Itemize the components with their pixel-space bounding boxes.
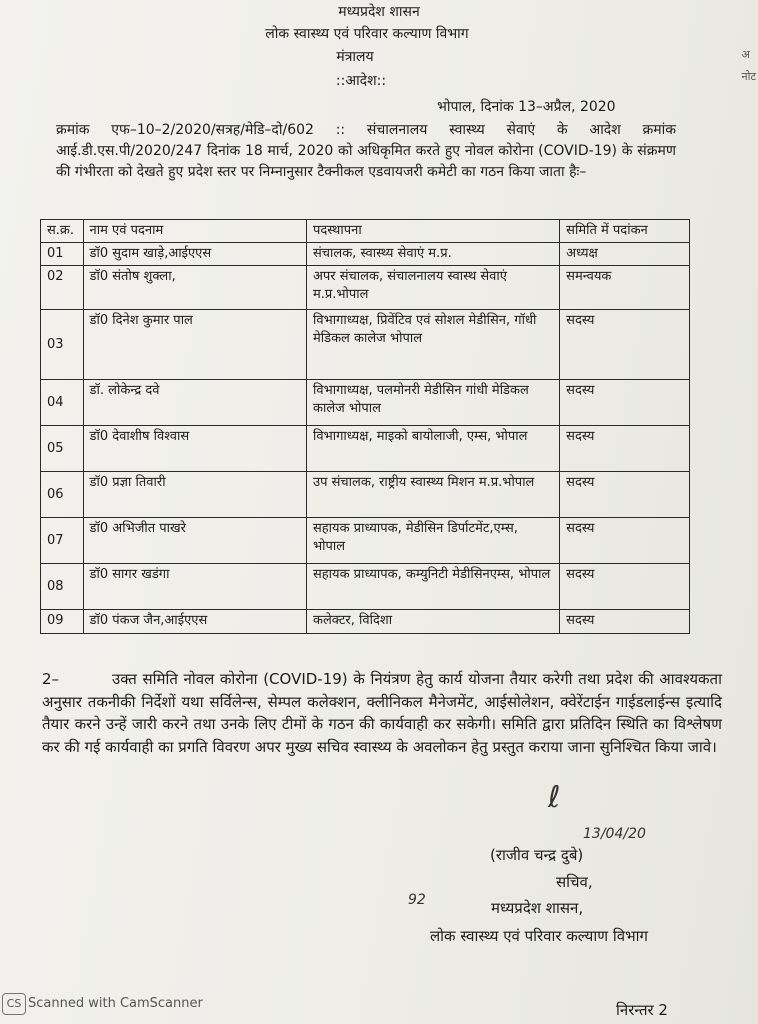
cell-posting: सहायक प्राध्यापक, कम्युनिटी मेडीसिनएम्स, भोपाल	[306, 564, 559, 610]
cell-role: सदस्य	[560, 310, 690, 380]
header-posting: पदस्थापना	[306, 220, 559, 243]
cell-posting: उप संचालक, राष्ट्रीय स्वास्थ्य मिशन म.प्र.भोपाल	[306, 472, 559, 518]
paragraph-2-text: उक्त समिति नोवल कोरोना (COVID-19) के नियंत्रण हेतु कार्य योजना तैयार करेगी तथा प्रदेश की आवश्यकता अनुसार तकनीकी निर्देशों यथा सर्विलेन्स, सेम्पल कलेक्शन, क्लीनिकल मैनेजमेंट, आईसोलेशन, क्वेरेंटाईन गाईडलाईन्स इत्यादि तैयार करने उन्हें जारी करने तथा उनके लिए टीमों के गठन की कार्यवाही कर सकेगी। समिति द्वारा प्रतिदिन स्थिति का विश्लेषण कर की गई कार्यवाही का प्रगति विवरण अपर मुख्य सचिव स्वास्थ्य के अवलोकन हेतु प्रस्तुत कराया जाना सुनिश्चित किया जावे।	[42, 670, 722, 756]
paragraph-number: 2–	[42, 670, 60, 688]
header-ministry: मंत्रालय	[336, 49, 374, 65]
table-row	[41, 564, 690, 610]
cell-sno: 06	[41, 472, 84, 518]
cell-role: सदस्य	[560, 380, 690, 426]
cell-posting: संचालक, स्वास्थ्य सेवाएं म.प्र.	[306, 243, 559, 266]
cell-role: सदस्य	[560, 472, 690, 518]
header-government: मध्यप्रदेश शासन	[338, 4, 420, 20]
signatory-department: लोक स्वास्थ्य एवं परिवार कल्याण विभाग	[430, 927, 648, 945]
table-row	[41, 426, 690, 472]
cell-sno: 09	[41, 610, 84, 634]
table-row	[41, 243, 690, 266]
cell-sno: 04	[41, 380, 84, 426]
cell-name: डॉ0 संतोष शुक्ला,	[83, 266, 306, 310]
cell-posting: विभागाध्यक्ष, पलमोनरी मेडीसिन गांधी मेडिकल कालेज भोपाल	[306, 380, 559, 426]
cell-posting: विभागाध्यक्ष, माइको बायोलाजी, एम्स, भोपाल	[306, 426, 559, 472]
cell-posting: कलेक्टर, विदिशा	[306, 610, 559, 634]
cell-sno: 02	[41, 266, 84, 310]
signature-date: 13/04/20	[583, 826, 646, 842]
intro-paragraph: क्रमांक एफ–10–2/2020/सत्रह/मेडि–दो/602 :: संचालनालय स्वास्थ्य सेवाएं के आदेश क्रमांक आई.डी.एस.पी/2020/247 दिनांक 18 मार्च, 2020 को अधिकृमित करते हुए नोवल कोरोना (COVID-19) के संक्रमण की गंभीरता को देखते हुए प्रदेश स्तर पर निम्नानुसार टैक्नीकल एडवायजरी कमेटी का गठन किया जाता हैः–	[56, 122, 676, 180]
header-name: नाम एवं पदनाम	[83, 220, 306, 243]
cell-role: सदस्य	[560, 518, 690, 564]
header-sno: स.क्र.	[41, 220, 84, 243]
cell-sno: 08	[41, 564, 84, 610]
table-row	[41, 266, 690, 310]
camscanner-watermark	[2, 993, 203, 1015]
cell-sno: 05	[41, 426, 84, 472]
continued-marker: निरन्तर 2	[616, 1001, 668, 1019]
table-row	[41, 472, 690, 518]
margin-note	[742, 44, 757, 88]
signatory-title: सचिव,	[556, 873, 593, 891]
watermark-text: Scanned with CamScanner	[28, 996, 203, 1011]
cell-name: डॉ0 पंकज जैन,आईएएस	[83, 610, 306, 634]
table-row	[41, 518, 690, 564]
order-date: भोपाल, दिनांक 13–अप्रैल, 2020	[437, 99, 616, 115]
cell-name: डॉ. लोकेन्द्र दवे	[83, 380, 306, 426]
cell-role: समन्वयक	[560, 266, 690, 310]
cell-name: डॉ0 दिनेश कुमार पाल	[83, 310, 306, 380]
cell-sno: 01	[41, 243, 84, 266]
paragraph-2	[42, 668, 722, 758]
cell-role: सदस्य	[560, 564, 690, 610]
handwritten-mark: 92	[408, 892, 426, 908]
cell-name: डॉ0 अभिजीत पाखरे	[83, 518, 306, 564]
cell-name: डॉ0 सुदाम खाड़े,आईएएस	[83, 243, 306, 266]
signature-initials-icon: ℓ	[548, 780, 561, 815]
cell-posting: अपर संचालक, संचालनालय स्वास्थ सेवाएं म.प्र.भोपाल	[306, 266, 559, 310]
table-row	[41, 610, 690, 634]
committee-table	[40, 219, 690, 634]
header-department: लोक स्वास्थ्य एवं परिवार कल्याण विभाग	[265, 26, 469, 42]
margin-note-line: नोट	[741, 70, 756, 83]
signatory-name: (राजीव चन्द्र दुबे)	[490, 846, 584, 864]
header-order: ::आदेश::	[335, 73, 387, 89]
cell-name: डॉ0 प्रज्ञा तिवारी	[83, 472, 306, 518]
table-row	[41, 380, 690, 426]
cell-role: सदस्य	[560, 426, 690, 472]
cell-role: अध्यक्ष	[560, 243, 690, 266]
header-role: समिति में पदांकन	[560, 220, 690, 243]
cell-posting: विभागाध्यक्ष, प्रिवेंटिव एवं सोशल मेडीसिन, गॉधी मेडिकल कालेज भोपाल	[306, 310, 559, 380]
cell-sno: 03	[41, 310, 84, 380]
cell-role: सदस्य	[560, 610, 690, 634]
table-row	[41, 310, 690, 380]
cell-name: डॉ0 देवाशीष विश्वास	[83, 426, 306, 472]
camscanner-logo-icon: CS	[2, 993, 26, 1015]
table-header-row	[41, 220, 690, 243]
cell-sno: 07	[41, 518, 84, 564]
cell-posting: सहायक प्राध्यापक, मेडीसिन डिर्पाटमेंट,एम्स, भोपाल	[306, 518, 559, 564]
margin-note-line: अ	[741, 48, 750, 61]
cell-name: डॉ0 सागर खडंगा	[83, 564, 306, 610]
signatory-government: मध्यप्रदेश शासन,	[491, 899, 584, 917]
